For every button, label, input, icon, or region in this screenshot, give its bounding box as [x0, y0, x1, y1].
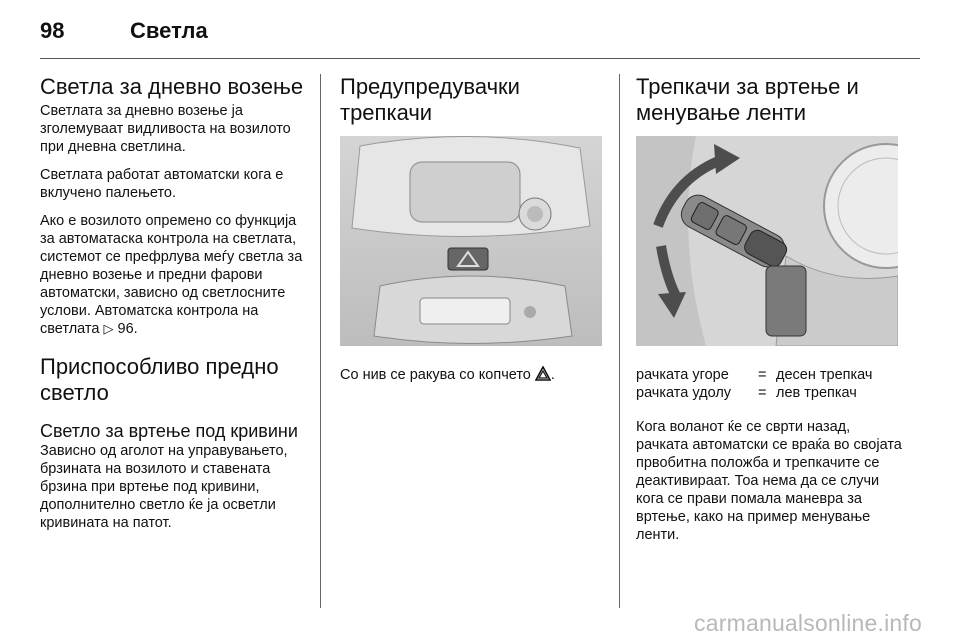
warning-triangle-icon	[535, 366, 551, 381]
column-turn-signals	[636, 74, 904, 554]
equals-sign: =	[758, 385, 767, 401]
column-divider-2	[619, 74, 620, 608]
table-row	[636, 384, 872, 402]
hazard-switch-illustration	[340, 136, 602, 346]
page-number: 98	[40, 18, 65, 43]
daytime-lights-paragraph-1: Светлата за дневно возење ја зголемуваат видливоста на возилото при дневна светлина.	[40, 103, 291, 155]
daytime-lights-heading: Светла за дневно возење	[40, 74, 304, 99]
column-daytime-lights	[40, 74, 310, 542]
right-indicator-label: десен трепкач	[776, 367, 873, 383]
page-reference-link[interactable]: 96.	[117, 321, 138, 337]
lever-up-label: рачката угоре	[636, 367, 729, 383]
cornering-light-paragraph: Зависно од аголот на управувањето, брзината на возилото и ставената брзина при вртење под кривини, дополнително светло ќе ја осветли кривината на патот.	[40, 443, 288, 531]
column-hazard-flashers	[340, 74, 602, 394]
daytime-lights-paragraph-3	[40, 212, 310, 338]
adaptive-headlight-heading: Приспособливо предно светло	[40, 354, 279, 405]
watermark: carmanualsonline.info	[694, 610, 922, 636]
hazard-caption-text: Со нив се ракува со копчето	[340, 367, 531, 383]
page-header	[40, 18, 920, 52]
turn-signals-heading: Трепкачи за вртење и менување ленти	[636, 74, 859, 125]
turn-signal-lever-illustration	[636, 136, 898, 346]
equals-sign: =	[758, 367, 767, 383]
page-reference-icon: ▷	[103, 321, 114, 336]
lever-down-label: рачката удолу	[636, 385, 732, 401]
table-row	[636, 366, 872, 384]
hazard-caption	[340, 366, 602, 384]
lever-direction-table	[636, 366, 872, 402]
hazard-caption-end: .	[550, 367, 555, 383]
left-indicator-label: лев трепкач	[776, 385, 857, 401]
cornering-light-heading: Светло за вртење под кривини	[40, 421, 298, 441]
hazard-flashers-heading: Предупредувачки трепкачи	[340, 74, 520, 125]
header-rule	[40, 58, 920, 59]
daytime-lights-paragraph-2: Светлата работат автоматски кога е вклучено палењето.	[40, 167, 284, 201]
daytime-lights-paragraph-3-text: Ако е возилото опремено со функција за автоматаска контрола на светлата, системот се префрлува меѓу светла за дневно возење и предни фарови автоматски, зависно од светлосните услови. Автоматска контрола на светлата	[40, 213, 303, 337]
column-divider-1	[320, 74, 321, 608]
chapter-title: Светла	[130, 18, 208, 43]
turn-signals-paragraph: Кога воланот ќе се сврти назад, рачката автоматски се враќа во својата првобитна положба и трепкачите се деактивираат. Тоа нема да се случи кога се прави помала маневра за вртење, како на пример менување ленти.	[636, 419, 902, 543]
